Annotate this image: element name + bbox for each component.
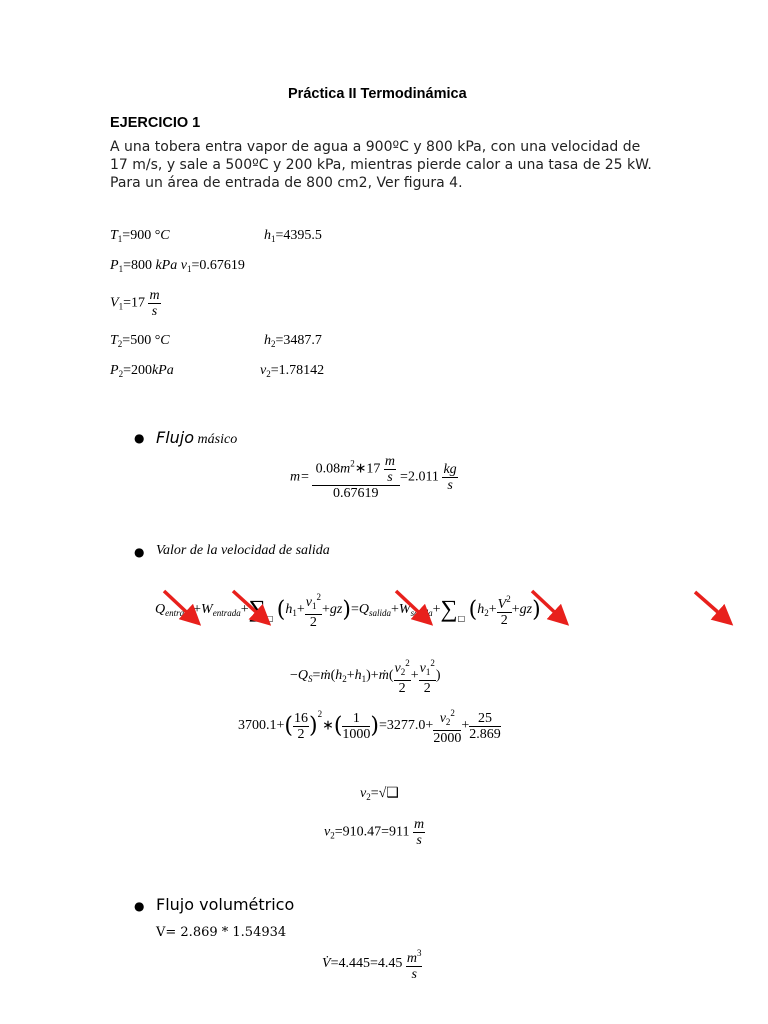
given-h2: $h_2=3487.7$ xyxy=(264,333,322,349)
red-arrow-icon xyxy=(164,591,196,621)
given-p2: $P_2=200kPa$ xyxy=(110,363,174,379)
numeric-energy-equation: 3700.1+( $\frac{16}{2}$ )$^2$∗( $\frac{1}{1000}$ )=3277.0+ $\frac{v_2^2}{2000}$ + $\frac{25}{2.869}$ xyxy=(238,708,501,746)
volume-flow-result: V̇=4.445=4.45 $\frac{m^3}{s}$ xyxy=(322,948,422,982)
given-v2: $v_2=1.78142$ xyxy=(260,363,325,379)
exercise-statement: A una tobera entra vapor de agua a 900ºC y 800 kPa, con una velocidad de 17 m/s, y sale a 500ºC y 200 kPa, mientras pierde calor a una tasa de 25 kW. Para un área de entrada de 800 cm2, Ver figura 4. xyxy=(110,139,652,191)
given-p1-v1: $P_1=800$ kPa $v_1=0.67619$ xyxy=(110,258,245,274)
red-arrow-icon xyxy=(396,591,428,621)
heat-loss-equation: $-Q_S=ṁ(h_2+h_1)+ṁ$( $\frac{v_2^2}{2}$ + $\frac{v_1^2}{2}$ ) xyxy=(290,658,441,696)
section-mass-flow-label: Flujo másico xyxy=(156,428,238,447)
section-exit-velocity-label: Valor de la velocidad de salida xyxy=(156,543,330,558)
red-arrow-icon xyxy=(532,591,564,621)
section-volume-flow-label: Flujo volumétrico xyxy=(156,895,295,914)
v2-sqrt-equation: $v_2=√❑$ xyxy=(360,786,399,802)
bullet-icon: ● xyxy=(134,899,145,913)
bullet-icon: ● xyxy=(134,431,145,445)
given-h1: $h_1=4395.5$ xyxy=(264,228,322,244)
v2-result-equation: $v_2=910.47=911$ $\frac{m}{s}$ xyxy=(324,817,425,848)
given-v1-velocity: $V_1=17$ $\frac{m}{s}$ xyxy=(110,288,160,319)
bullet-icon: ● xyxy=(134,545,145,559)
exercise-heading: EJERCICIO 1 xyxy=(110,115,201,131)
mass-flow-equation: m= $0.08m^2∗17$ $\frac{m}{s}$ 0.67619 =2.011 $\frac{kg}{s}$ xyxy=(290,454,457,501)
energy-balance-equation: $Q_{entrada}+W_{entrada}+\sum_□$ ($h_1+$ $\frac{v_1^2}{2}$ $+gz)=Q_{salida}+W_{salida}+\sum_□$ ($h_2+$ $\frac{V^2}{2}$ +gz) xyxy=(155,592,541,630)
given-t1: $T_1=900$ °C xyxy=(110,228,170,244)
given-t2: $T_2=500$ °C xyxy=(110,333,170,349)
red-arrow-icon xyxy=(695,592,728,621)
page-title: Práctica II Termodinámica xyxy=(288,86,467,102)
volume-flow-line: V= 2.869 * 1.54934 xyxy=(156,925,287,940)
red-arrow-icon xyxy=(233,591,266,621)
